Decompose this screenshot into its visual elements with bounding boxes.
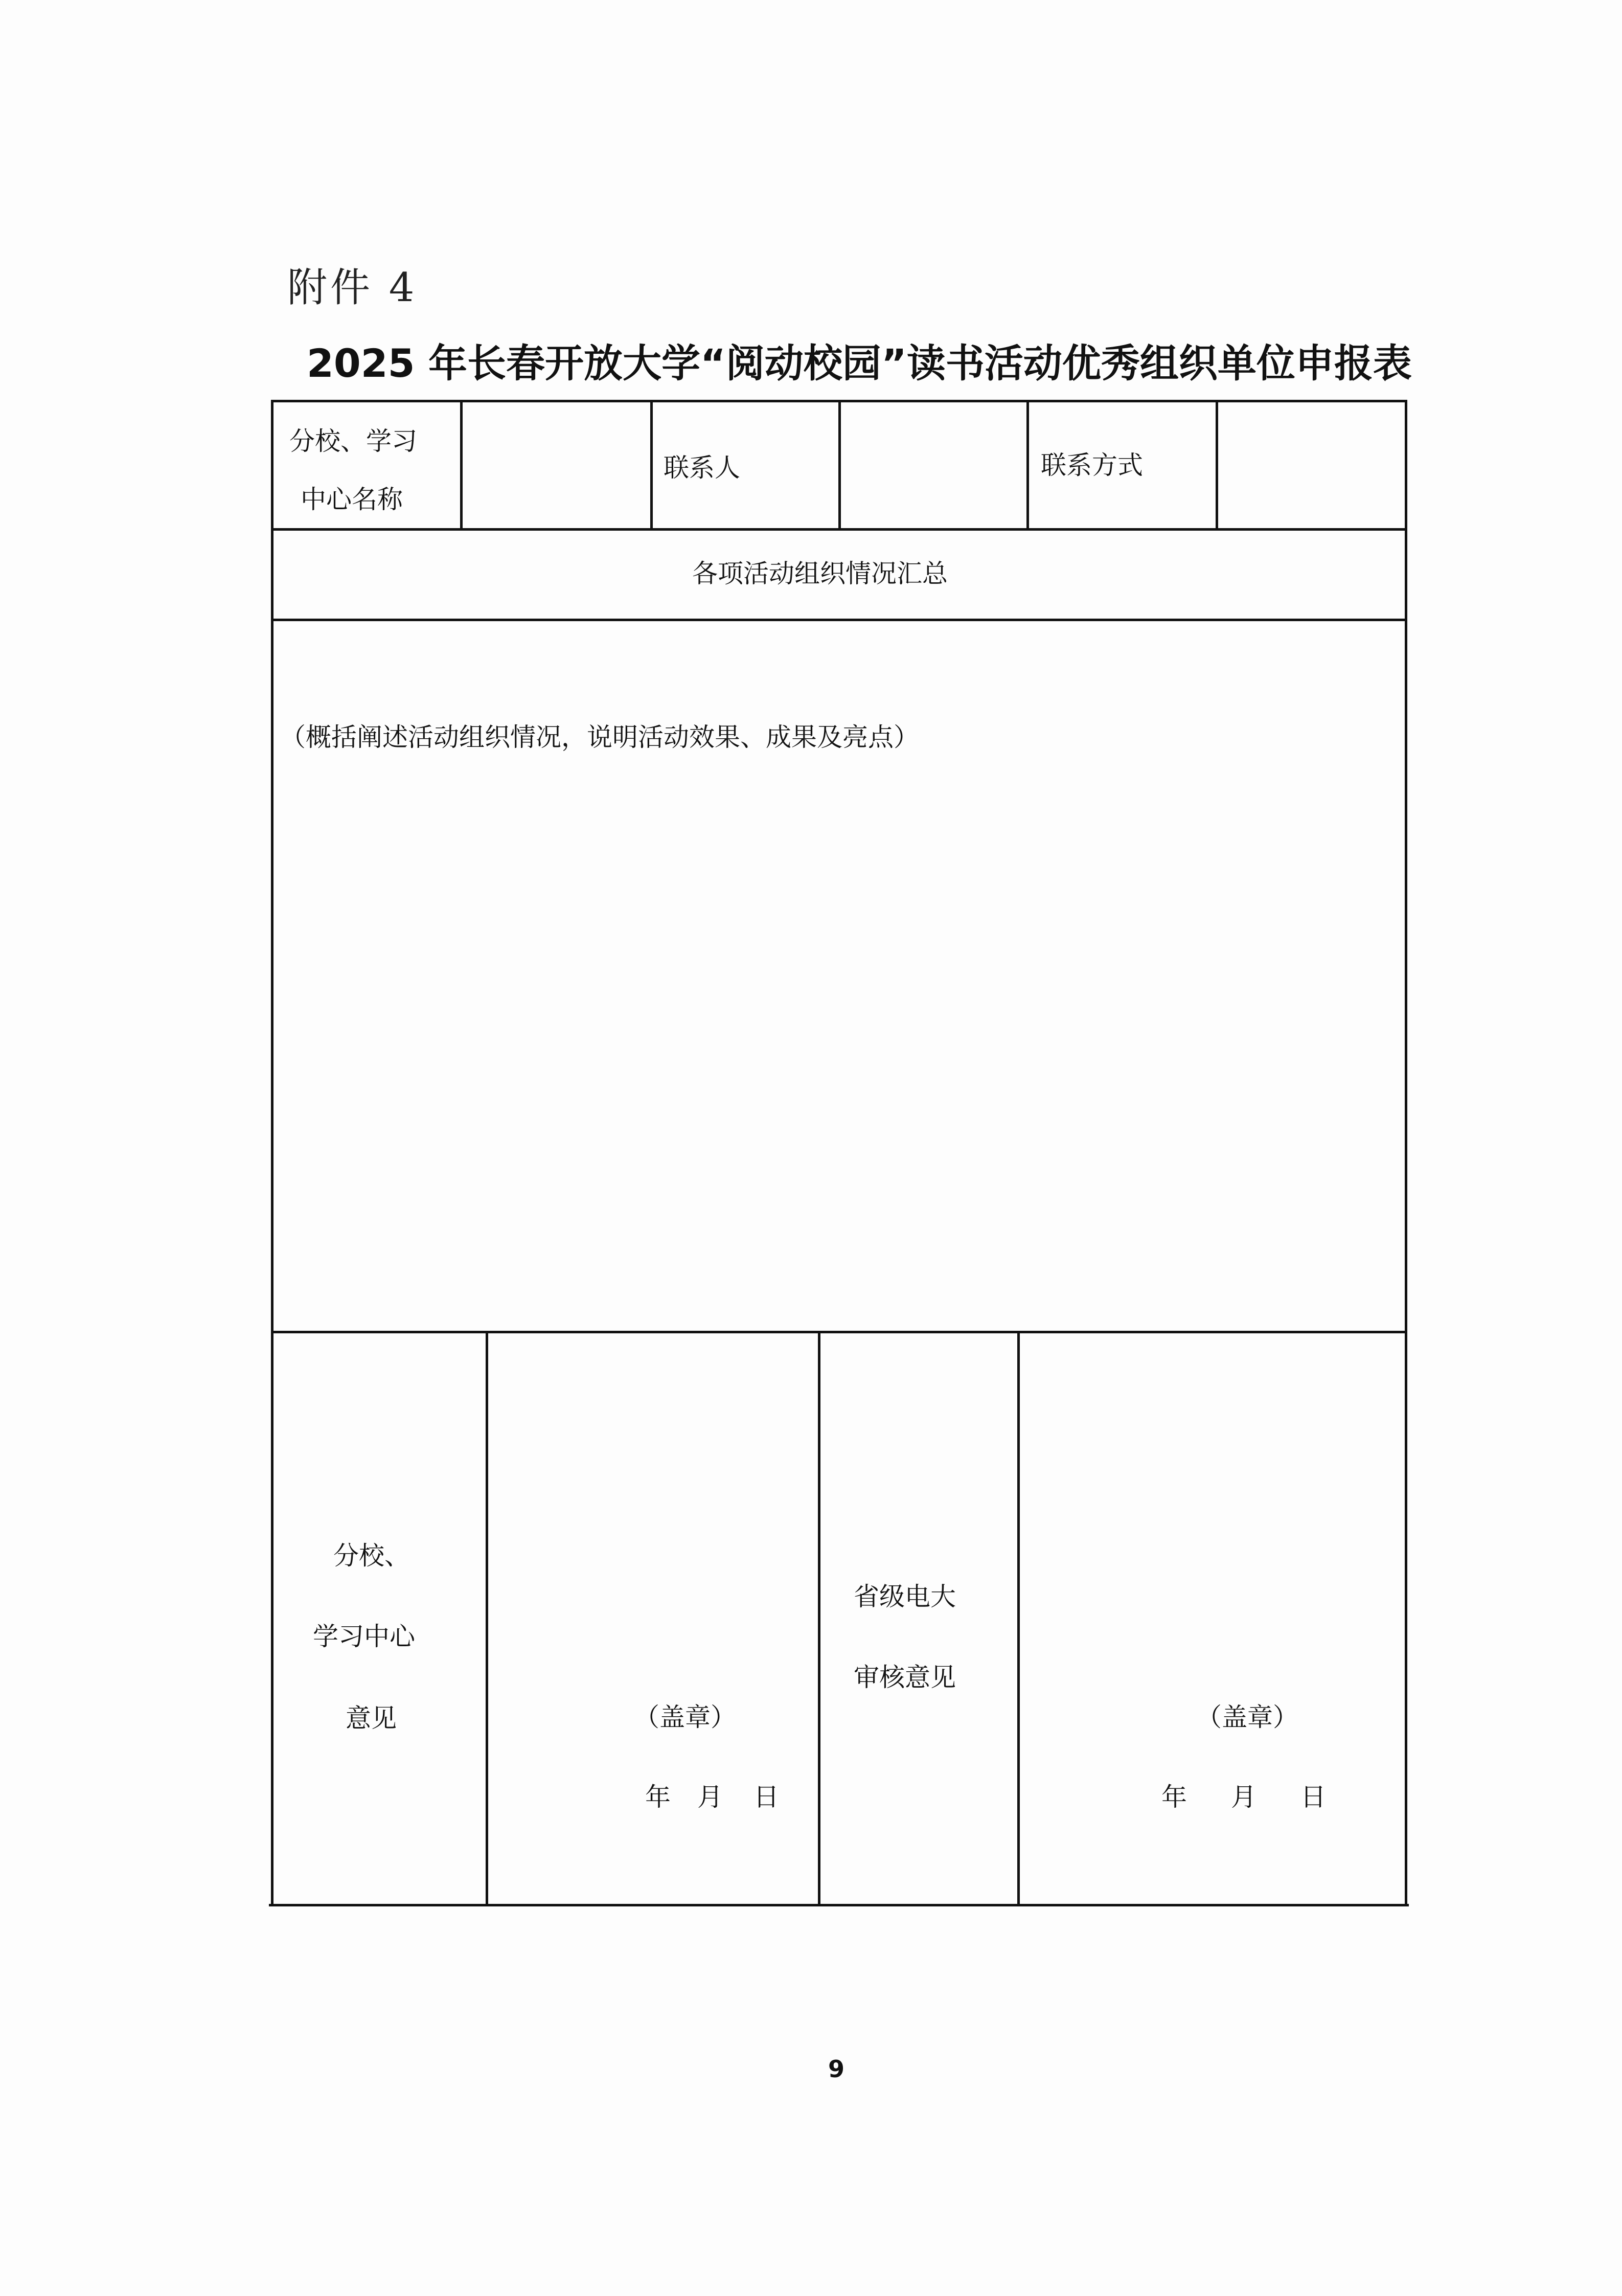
province-date-year: 年	[1161, 1782, 1187, 1812]
header-col-divider-2	[650, 400, 653, 529]
province-opinion-label-line2: 审核意见	[854, 1663, 956, 1692]
opinion-col-divider-1	[486, 1331, 488, 1905]
branch-date-month: 月	[697, 1782, 723, 1812]
unit-name-field[interactable]	[475, 455, 639, 486]
province-seal-label: （盖章）	[1196, 1702, 1298, 1732]
header-col-divider-4	[1026, 400, 1029, 529]
table-border-bottom	[269, 1904, 1409, 1906]
branch-opinion-label-line1: 分校、	[333, 1541, 410, 1571]
header-col-divider-3	[838, 400, 841, 529]
contact-method-label: 联系方式	[1041, 450, 1143, 480]
header-col-divider-1	[460, 400, 463, 529]
contact-person-label: 联系人	[664, 453, 740, 483]
branch-date-year: 年	[645, 1782, 671, 1812]
contact-method-field[interactable]	[1229, 452, 1392, 483]
unit-name-label-line2: 中心名称	[301, 485, 403, 514]
row-divider-summary-body	[272, 1331, 1406, 1333]
table-border-left	[271, 400, 273, 1906]
summary-instructions: （概括阐述活动组织情况，说明活动效果、成果及亮点）	[280, 722, 919, 752]
province-date-month: 月	[1231, 1782, 1257, 1812]
row-divider-summary-heading	[272, 619, 1406, 621]
province-opinion-label-line1: 省级电大	[854, 1582, 956, 1611]
opinion-col-divider-3	[1017, 1331, 1020, 1905]
branch-date-day: 日	[753, 1782, 779, 1812]
opinion-col-divider-2	[818, 1331, 820, 1905]
header-col-divider-5	[1216, 400, 1218, 529]
page-number: 9	[828, 2055, 845, 2083]
table-border-right	[1405, 400, 1407, 1906]
summary-heading: 各项活动组织情况汇总	[692, 559, 948, 588]
branch-opinion-label-line2: 学习中心	[313, 1622, 415, 1651]
branch-seal-label: （盖章）	[634, 1702, 736, 1732]
province-date-day: 日	[1300, 1782, 1326, 1812]
document-title: 2025 年长春开放大学“阅动校园”读书活动优秀组织单位申报表	[307, 340, 1412, 386]
branch-opinion-label-line3: 意见	[346, 1703, 397, 1733]
contact-person-field[interactable]	[855, 455, 1018, 486]
unit-name-label-line1: 分校、学习	[289, 426, 417, 456]
attachment-label: 附件 4	[287, 265, 418, 311]
